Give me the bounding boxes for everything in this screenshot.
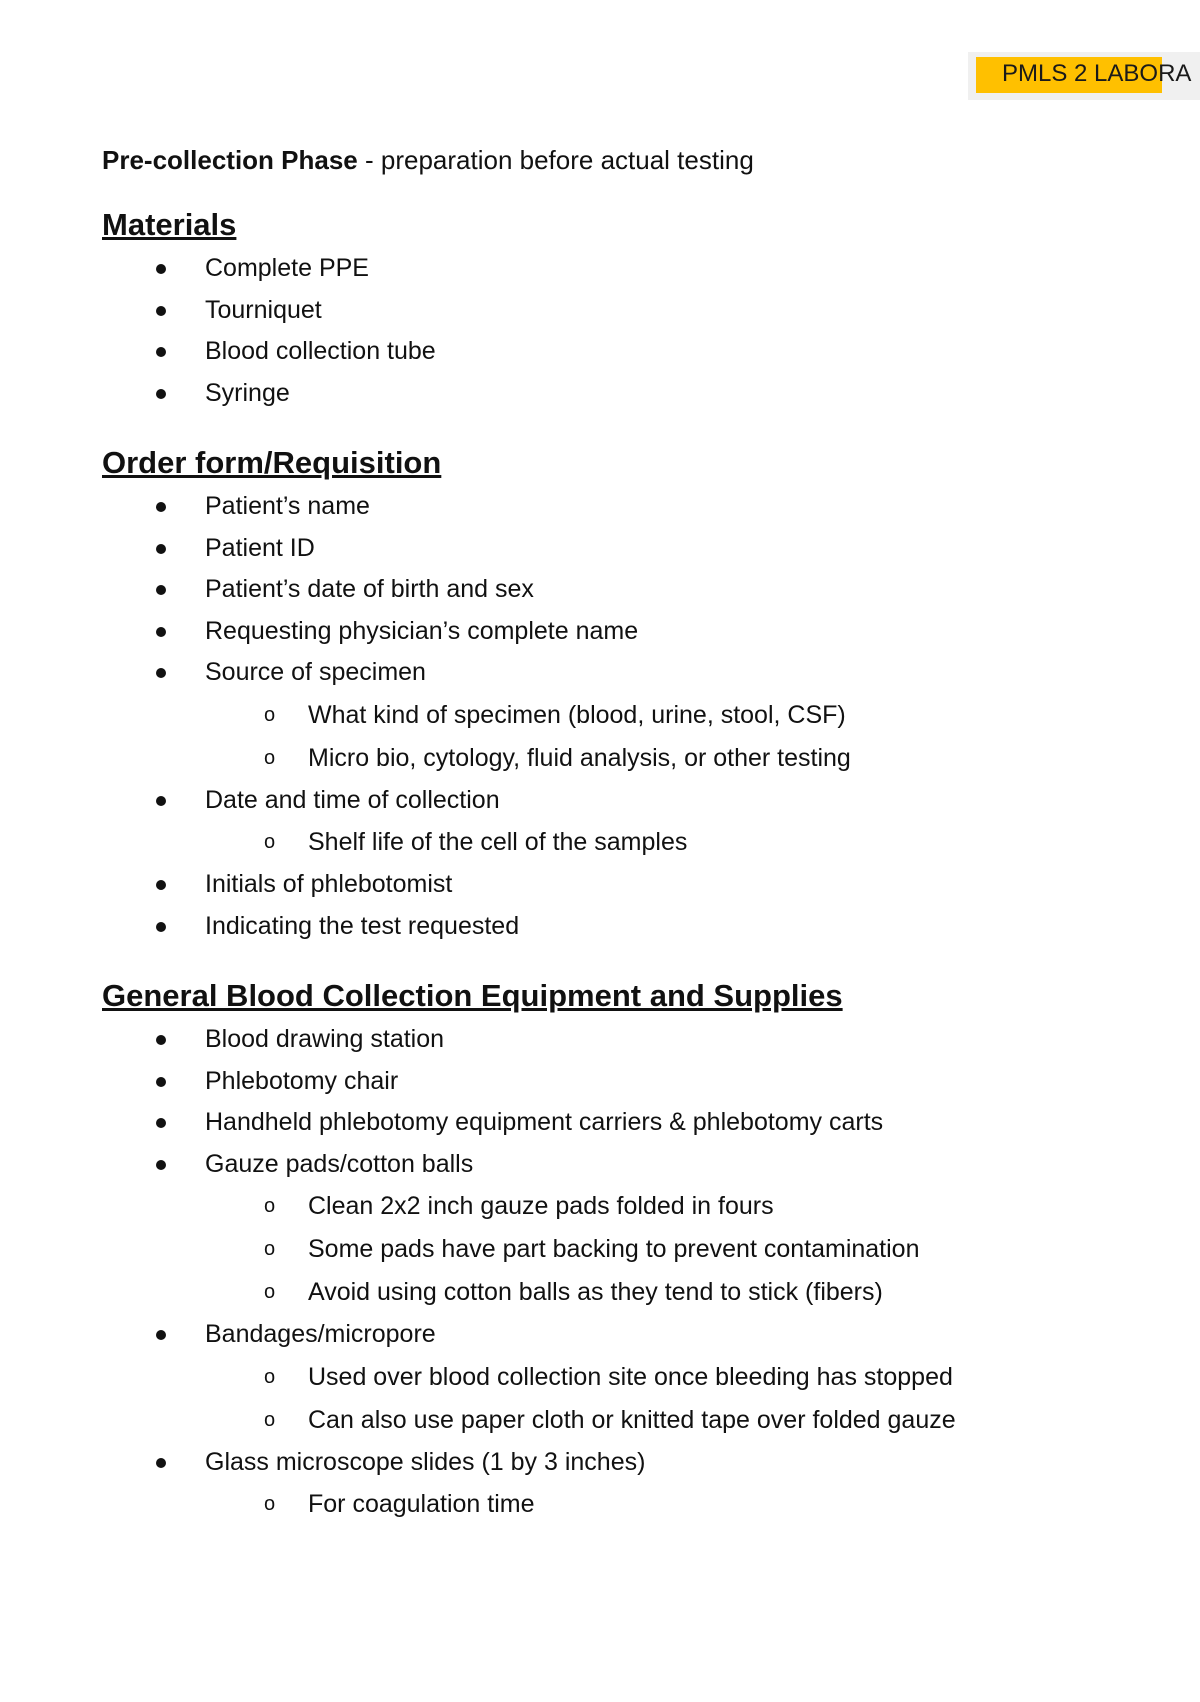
hollow-circle-bullet-icon: o xyxy=(264,831,276,853)
bullet-list xyxy=(102,486,1162,947)
list-item-text: Indicating the test requested xyxy=(205,911,520,940)
list-item xyxy=(102,373,1162,415)
sub-list-item-text: For coagulation time xyxy=(308,1490,535,1518)
hollow-circle-bullet-icon: o xyxy=(264,703,276,726)
intro-line xyxy=(102,140,1162,180)
list-item-text: Glass microscope slides (1 by 3 inches) xyxy=(205,1447,646,1476)
bullet-dot-icon xyxy=(156,544,166,554)
bullet-dot-icon xyxy=(156,264,166,274)
list-item-text: Patient ID xyxy=(205,533,315,562)
bullet-dot-icon xyxy=(156,1160,166,1170)
list-item-text: Phlebotomy chair xyxy=(205,1066,399,1095)
list-item xyxy=(102,1102,1162,1144)
sub-bullet-list xyxy=(205,694,1162,780)
list-item xyxy=(102,652,1162,780)
sub-list-item-text: Some pads have part backing to prevent contamination xyxy=(308,1235,920,1263)
bullet-dot-icon xyxy=(156,880,166,890)
sub-list-item xyxy=(205,694,1162,737)
list-item-text: Handheld phlebotomy equipment carriers & phlebotomy carts xyxy=(205,1108,884,1136)
list-item-text: Requesting physician’s complete name xyxy=(205,616,639,645)
bullet-dot-icon xyxy=(156,347,166,357)
header-tag xyxy=(968,52,1200,100)
bullet-dot-icon xyxy=(156,502,166,512)
sub-list-item-text: Used over blood collection site once bleeding has stopped xyxy=(308,1362,953,1391)
bullet-dot-icon xyxy=(156,1330,166,1340)
bullet-list xyxy=(102,248,1162,414)
list-item xyxy=(102,331,1162,373)
list-item-text: Blood collection tube xyxy=(205,337,436,365)
list-item-text: Patient’s date of birth and sex xyxy=(205,575,534,603)
bullet-dot-icon xyxy=(156,585,166,595)
list-item-text: Syringe xyxy=(205,378,290,407)
hollow-circle-bullet-icon: o xyxy=(264,1238,276,1260)
list-item xyxy=(102,1314,1162,1442)
list-item xyxy=(102,569,1162,611)
list-item xyxy=(102,1019,1162,1061)
section xyxy=(102,975,1162,1526)
list-item-text: Initials of phlebotomist xyxy=(205,870,453,898)
header-tag-text: PMLS 2 LABORA xyxy=(1002,60,1192,87)
sub-bullet-list xyxy=(205,1483,1162,1526)
bullet-dot-icon xyxy=(156,627,166,637)
sub-list-item xyxy=(205,1399,1162,1442)
hollow-circle-bullet-icon: o xyxy=(264,746,276,769)
sub-list-item xyxy=(205,1483,1162,1526)
bullet-list xyxy=(102,1019,1162,1526)
section xyxy=(102,442,1162,947)
list-item-text: Patient’s name xyxy=(205,492,370,520)
sub-list-item-text: Avoid using cotton balls as they tend to stick (fibers) xyxy=(308,1278,883,1306)
sub-list-item-text: Clean 2x2 inch gauze pads folded in fours xyxy=(308,1192,774,1220)
intro-bold: Pre-collection Phase xyxy=(102,145,358,175)
sub-list-item-text: What kind of specimen (blood, urine, stool, CSF) xyxy=(308,700,846,729)
sub-bullet-list xyxy=(205,1185,1162,1314)
bullet-dot-icon xyxy=(156,796,166,806)
sub-list-item xyxy=(205,1356,1162,1399)
sub-list-item-text: Micro bio, cytology, fluid analysis, or other testing xyxy=(308,743,851,772)
bullet-dot-icon xyxy=(156,1118,166,1128)
list-item xyxy=(102,864,1162,906)
list-item xyxy=(102,1144,1162,1315)
list-item-text: Bandages/micropore xyxy=(205,1320,436,1348)
list-item-text: Source of specimen xyxy=(205,658,426,686)
bullet-dot-icon xyxy=(156,306,166,316)
list-item xyxy=(102,611,1162,653)
sub-bullet-list xyxy=(205,821,1162,864)
document-body xyxy=(102,140,1162,1554)
hollow-circle-bullet-icon: o xyxy=(264,1195,276,1217)
hollow-circle-bullet-icon: o xyxy=(264,1365,276,1388)
sub-bullet-list xyxy=(205,1356,1162,1442)
section-heading: Materials xyxy=(102,207,237,242)
bullet-dot-icon xyxy=(156,389,166,399)
bullet-dot-icon xyxy=(156,1035,166,1045)
sub-list-item xyxy=(205,821,1162,864)
list-item-text: Complete PPE xyxy=(205,254,369,282)
hollow-circle-bullet-icon: o xyxy=(264,1408,276,1431)
list-item-text: Blood drawing station xyxy=(205,1025,445,1053)
bullet-dot-icon xyxy=(156,1458,166,1468)
bullet-dot-icon xyxy=(156,922,166,932)
sub-list-item-text: Can also use paper cloth or knitted tape over folded gauze xyxy=(308,1405,956,1434)
list-item xyxy=(102,1061,1162,1103)
list-item xyxy=(102,1442,1162,1527)
sub-list-item-text: Shelf life of the cell of the samples xyxy=(308,828,688,856)
bullet-dot-icon xyxy=(156,1077,166,1087)
list-item xyxy=(102,290,1162,332)
list-item xyxy=(102,780,1162,865)
list-item-text: Gauze pads/cotton balls xyxy=(205,1149,474,1178)
hollow-circle-bullet-icon: o xyxy=(264,1493,276,1515)
section-heading: Order form/Requisition xyxy=(102,445,442,480)
hollow-circle-bullet-icon: o xyxy=(264,1281,276,1303)
list-item xyxy=(102,248,1162,290)
sub-list-item xyxy=(205,1185,1162,1228)
intro-rest: - preparation before actual testing xyxy=(357,145,754,175)
sub-list-item xyxy=(205,1228,1162,1271)
list-item xyxy=(102,906,1162,948)
section-heading: General Blood Collection Equipment and Supplies xyxy=(102,978,843,1013)
sections-container xyxy=(102,204,1162,1526)
sub-list-item xyxy=(205,737,1162,780)
list-item-text: Date and time of collection xyxy=(205,785,500,814)
list-item xyxy=(102,486,1162,528)
sub-list-item xyxy=(205,1271,1162,1314)
list-item xyxy=(102,528,1162,570)
section xyxy=(102,204,1162,414)
list-item-text: Tourniquet xyxy=(205,295,322,324)
bullet-dot-icon xyxy=(156,668,166,678)
